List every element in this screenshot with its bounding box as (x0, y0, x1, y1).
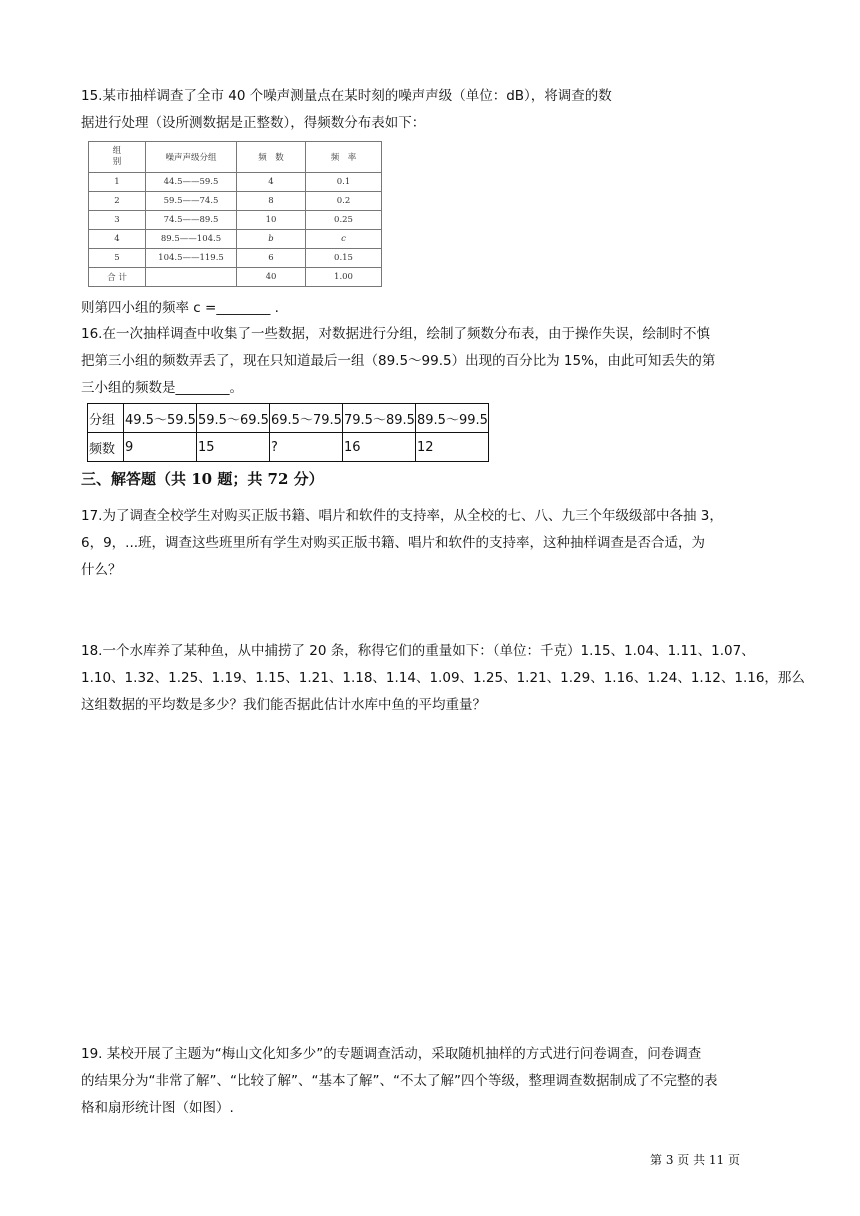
q16-line-3: 三小组的频数是________。 (81, 380, 243, 396)
cell-unknown-b: b (237, 230, 306, 249)
cell: 1 (89, 173, 146, 192)
table-row (89, 211, 382, 230)
table-row (88, 404, 489, 433)
cell: 40 (237, 268, 306, 287)
cell: 15 (197, 433, 270, 462)
cell: 16 (343, 433, 416, 462)
cell: 3 (89, 211, 146, 230)
q17-line-1: 17.为了调查全校学生对购买正版书籍、唱片和软件的支持率，从全校的七、八、九三个年级级部中各抽 3， (81, 508, 723, 524)
cell: 0.2 (306, 192, 382, 211)
cell: 频数 (88, 433, 124, 462)
cell: 59.5～69.5 (197, 404, 270, 433)
cell: 74.5——89.5 (146, 211, 237, 230)
header-group: 组 别 (89, 142, 146, 173)
cell: 分组 (88, 404, 124, 433)
cell: 0.25 (306, 211, 382, 230)
cell: 10 (237, 211, 306, 230)
cell: 6 (237, 249, 306, 268)
q17-line-2: 6，9，...班，调查这些班里所有学生对购买正版书籍、唱片和软件的支持率，这种抽样调查是否合适，为 (81, 535, 706, 551)
cell: 69.5～79.5 (270, 404, 343, 433)
cell: 合 计 (89, 268, 146, 287)
table-row (88, 433, 489, 462)
cell: 89.5～99.5 (416, 404, 489, 433)
cell: 4 (89, 230, 146, 249)
table-row (89, 192, 382, 211)
table-row (89, 173, 382, 192)
q16-line-1: 16.在一次抽样调查中收集了一些数据，对数据进行分组，绘制了频数分布表，由于操作失误，绘制时不慎 (81, 326, 710, 342)
cell: 89.5——104.5 (146, 230, 237, 249)
cell: 5 (89, 249, 146, 268)
q19-line-2: 的结果分为“非常了解”、“比较了解”、“基本了解”、“不太了解”四个等级，整理调查数据制成了不完整的表 (81, 1073, 718, 1089)
page-number: 第 3 页 共 11 页 (650, 1153, 740, 1167)
q19-line-1: 19. 某校开展了主题为“梅山文化知多少”的专题调查活动，采取随机抽样的方式进行问卷调查，问卷调查 (81, 1046, 702, 1062)
table-header-row (89, 142, 382, 173)
cell: 12 (416, 433, 489, 462)
cell: 79.5～89.5 (343, 404, 416, 433)
cell: 4 (237, 173, 306, 192)
header-count: 频 数 (237, 142, 306, 173)
cell: 59.5——74.5 (146, 192, 237, 211)
q15-answer-line: 则第四小组的频率 c =________ . (81, 300, 279, 316)
cell-unknown-c: c (306, 230, 382, 249)
q15-line-1: 15.某市抽样调查了全市 40 个噪声测量点在某时刻的噪声声级（单位：dB），将调查的数 (81, 88, 612, 104)
score-frequency-table (87, 403, 489, 462)
cell: 0.1 (306, 173, 382, 192)
cell: 49.5～59.5 (124, 404, 197, 433)
section-heading: 三、解答题（共 10 题；共 72 分） (81, 470, 324, 488)
cell: 2 (89, 192, 146, 211)
cell: 0.15 (306, 249, 382, 268)
q18-line-1: 18.一个水库养了某种鱼，从中捕捞了 20 条，称得它们的重量如下：（单位：千克）1.15、1.04、1.11、1.07、 (81, 643, 755, 659)
q15-line-2: 据进行处理（设所测数据是正整数），得频数分布表如下： (81, 115, 426, 131)
cell: 1.00 (306, 268, 382, 287)
noise-frequency-table (88, 141, 382, 287)
cell: 8 (237, 192, 306, 211)
q19-line-3: 格和扇形统计图（如图）. (81, 1100, 234, 1116)
q16-line-2: 把第三小组的频数弄丢了，现在只知道最后一组（89.5～99.5）出现的百分比为 15%，由此可知丢失的第 (81, 353, 716, 369)
cell: 44.5——59.5 (146, 173, 237, 192)
cell: 104.5——119.5 (146, 249, 237, 268)
table-row (89, 230, 382, 249)
cell (146, 268, 237, 287)
q18-line-3: 这组数据的平均数是多少？我们能否据此估计水库中鱼的平均重量？ (81, 697, 486, 713)
q18-line-2: 1.10、1.32、1.25、1.19、1.15、1.21、1.18、1.14、1.09、1.25、1.21、1.29、1.16、1.24、1.12、1.16，那么 (81, 670, 805, 686)
table-row (89, 249, 382, 268)
cell: 9 (124, 433, 197, 462)
header-rate: 频 率 (306, 142, 382, 173)
header-noise-range: 噪声声级分组 (146, 142, 237, 173)
table-row-total (89, 268, 382, 287)
cell: ? (270, 433, 343, 462)
q17-line-3: 什么？ (81, 562, 122, 578)
